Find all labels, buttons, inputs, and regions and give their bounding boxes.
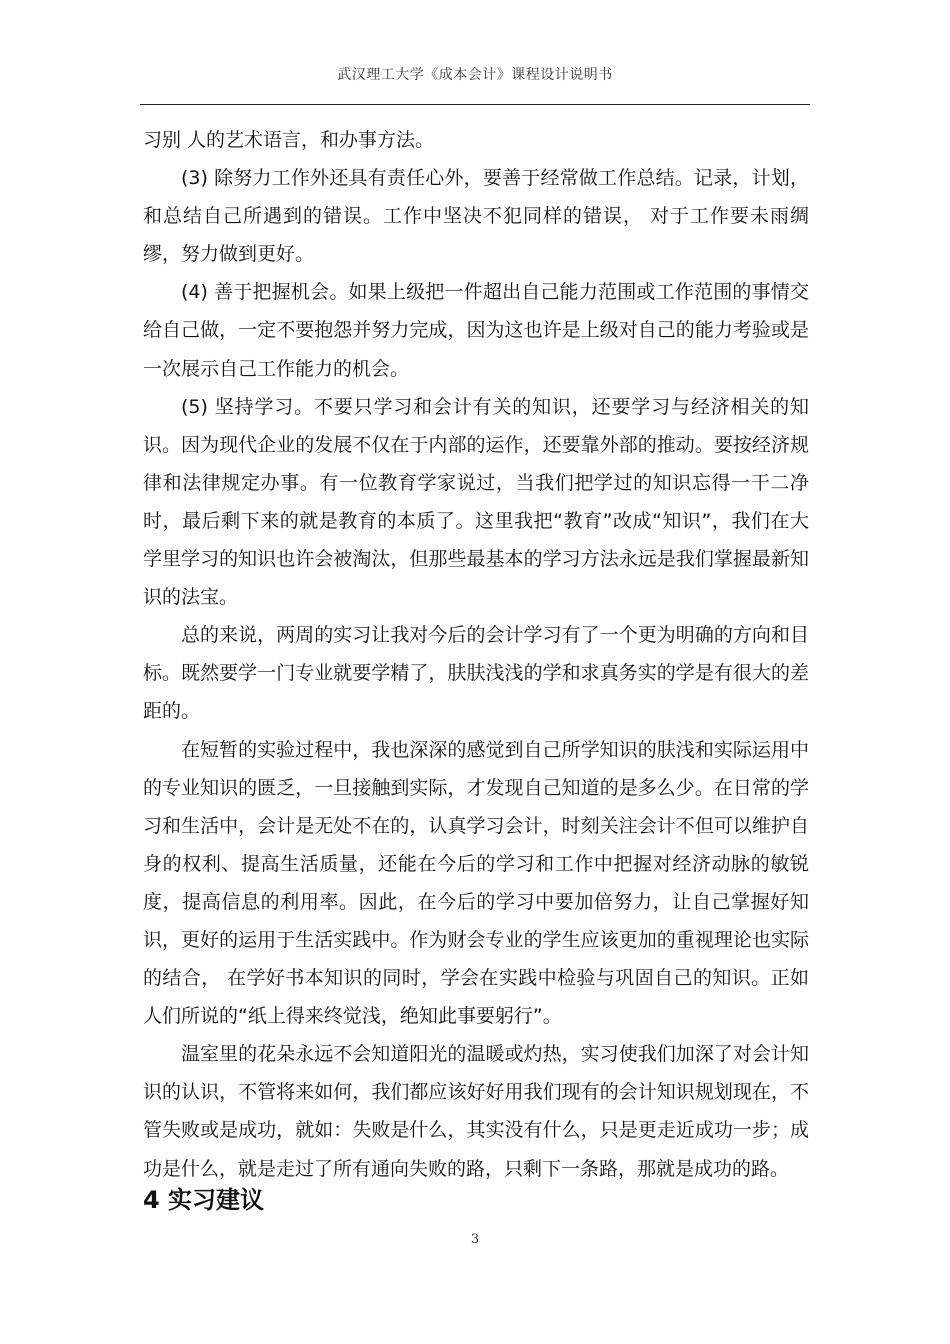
- body-text: [143, 121, 809, 1188]
- paragraph: (4) 善于把握机会。如果上级把一件超出自己能力范围或工作范围的事情交给自己做，一定不要抱怨并努力完成，因为这也许是上级对自己的能力考验或是一次展示自己工作能力的机会。: [143, 281, 809, 380]
- paragraph: 总的来说，两周的实习让我对今后的会计学习有了一个更为明确的方向和目标。既然要学一门专业就要学精了，肤肤浅浅的学和求真务实的学是有很大的差距的。: [143, 624, 809, 723]
- page-number: 3: [470, 1232, 480, 1247]
- paragraph: 在短暂的实验过程中，我也深深的感觉到自己所学知识的肤浅和实际运用中的专业知识的匮乏，一旦接触到实际，才发现自己知道的是多么少。在日常的学习和生活中，会计是无处不在的，认真学习会计，时刻关注会计不但可以维护自身的权利、提高生活质量，还能在今后的学习和工作中把握对经济动脉的敏锐度，提高信息的利用率。因此，在今后的学习中要加倍努力，让自己掌握好知识，更好的运用于生活实践中。作为财会专业的学生应该更加的重视理论也实际的结合， 在学好书本知识的同时，学会在实践中检验与巩固自己的知识。正如人们所说的“纸上得来终觉浅，绝知此事要躬行”。: [143, 738, 809, 1028]
- section-heading: 4 实习建议: [143, 1186, 265, 1214]
- paragraph: 温室里的花朵永远不会知道阳光的温暖或灼热，实习使我们加深了对会计知识的认识，不管将来如何，我们都应该好好用我们现有的会计知识规划现在，不管失败或是成功，就如：失败是什么，其实没有什么，只是更走近成功一步；成功是什么，就是走过了所有通向失败的路，只剩下一条路，那就是成功的路。: [143, 1043, 809, 1180]
- page-header-title: 武汉理工大学《成本会计》课程设计说明书: [337, 67, 613, 83]
- header-divider: [140, 104, 810, 105]
- paragraph: 习别 人的艺术语言，和办事方法。: [143, 129, 435, 151]
- paragraph: (5) 坚持学习。不要只学习和会计有关的知识，还要学习与经济相关的知识。因为现代企业的发展不仅在于内部的运作，还要靠外部的推动。要按经济规律和法律规定办事。有一位教育学家说过，当我们把学过的知识忘得一干二净时，最后剩下来的就是教育的本质了。这里我把“教育”改成“知识”，我们在大学里学习的知识也许会被淘汰，但那些最基本的学习方法永远是我们掌握最新知识的法宝。: [143, 395, 809, 609]
- paragraph: (3) 除努力工作外还具有责任心外，要善于经常做工作总结。记录，计划，和总结自己所遇到的错误。工作中坚决不犯同样的错误， 对于工作要未雨绸缪，努力做到更好。: [143, 167, 809, 266]
